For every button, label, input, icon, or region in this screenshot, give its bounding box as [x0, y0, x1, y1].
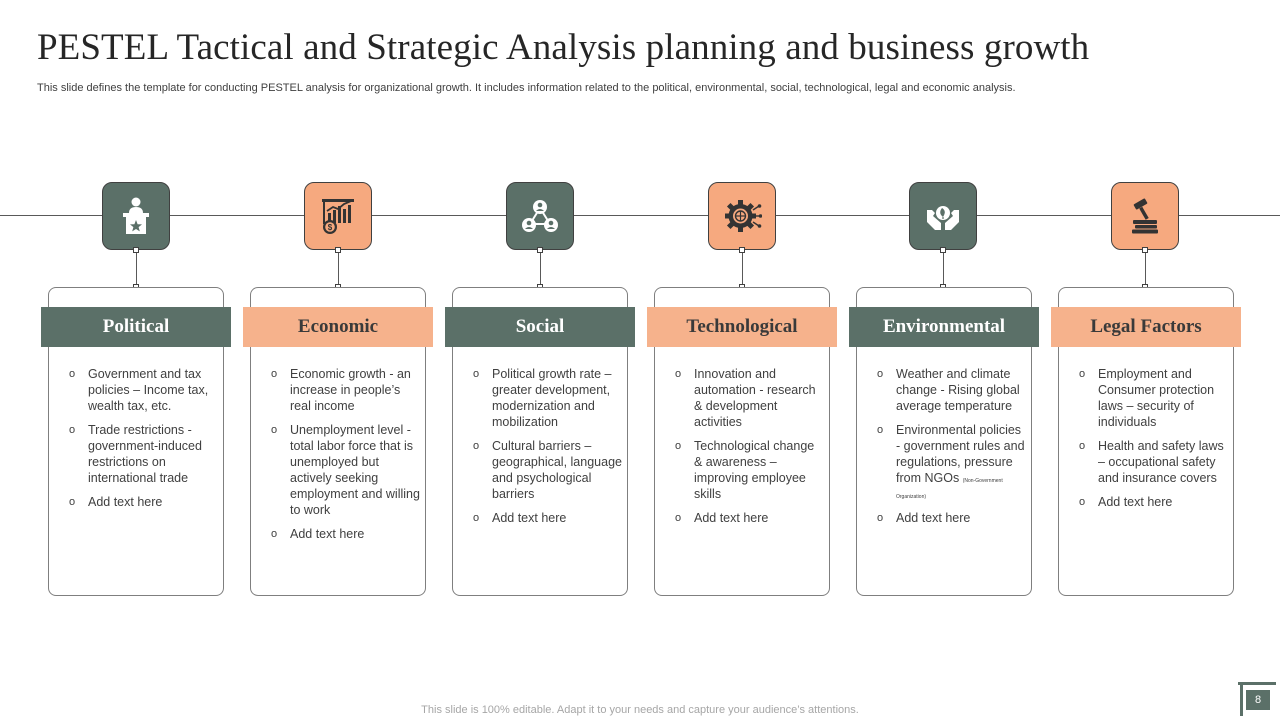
environmental-icon-box: [909, 182, 977, 250]
economic-bullet-list: [271, 366, 421, 550]
list-item: o Trade restrictions - government-induced restrictions on international trade: [69, 422, 219, 486]
growth-chart-dollar-icon: [318, 196, 358, 236]
bullet-text: Environmental policies - government rules and regulations, pressure from NGOs: [896, 423, 1025, 485]
podium-star-icon: [119, 196, 153, 236]
list-item: o Add text here: [69, 494, 219, 510]
hands-leaf-icon: [923, 196, 963, 236]
slide-title: PESTEL Tactical and Strategic Analysis planning and business growth: [37, 27, 1090, 68]
gear-globe-icon: [722, 196, 762, 236]
technological-bullet-list: [675, 366, 825, 534]
list-item: o Cultural barriers – geographical, language and psychological barriers: [473, 438, 623, 502]
gavel-books-icon: [1125, 196, 1165, 236]
legal-bullet-list: [1079, 366, 1229, 518]
legal-icon-box: [1111, 182, 1179, 250]
connector-dot: [335, 247, 341, 253]
political-bullet-list: [69, 366, 219, 518]
list-item: o Add text here: [1079, 494, 1229, 510]
legal-heading: Legal Factors: [1051, 307, 1241, 347]
economic-icon-box: [304, 182, 372, 250]
connector-dot: [1142, 247, 1148, 253]
social-icon-box: [506, 182, 574, 250]
list-item: o Add text here: [675, 510, 825, 526]
connector-dot: [940, 247, 946, 253]
connector-line: [338, 250, 339, 287]
list-item: o Economic growth - an increase in people’s real income: [271, 366, 421, 414]
environmental-heading: Environmental: [849, 307, 1039, 347]
connector-dot: [133, 247, 139, 253]
connector-line: [742, 250, 743, 287]
list-item: o Add text here: [877, 510, 1027, 526]
connector-dot: [739, 247, 745, 253]
list-item: o Innovation and automation - research & development activities: [675, 366, 825, 430]
social-bullet-list: [473, 366, 623, 534]
list-item: o Employment and Consumer protection laws – security of individuals: [1079, 366, 1229, 430]
timeline-line: [0, 215, 1280, 216]
social-heading: Social: [445, 307, 635, 347]
list-item: o Weather and climate change - Rising global average temperature: [877, 366, 1027, 414]
slide-subtitle: This slide defines the template for conducting PESTEL analysis for organizational growth. It includes information related to the political, environmental, social, technological, legal and economic analysis.: [37, 82, 1016, 94]
ngo-footnote: (Non-Government Organization): [896, 478, 1003, 500]
list-item: o Health and safety laws – occupational safety and insurance covers: [1079, 438, 1229, 486]
list-item: o Technological change & awareness – improving employee skills: [675, 438, 825, 502]
connector-dot: [537, 247, 543, 253]
environmental-bullet-list: [877, 366, 1027, 534]
connector-line: [943, 250, 944, 287]
slide-footer: This slide is 100% editable. Adapt it to your needs and capture your audience’s attentions.: [421, 704, 859, 716]
technological-heading: Technological: [647, 307, 837, 347]
page-number-frame: [1240, 682, 1243, 716]
list-item: [877, 422, 1027, 502]
svg-text:$: $: [327, 223, 333, 232]
page-number-frame: [1238, 682, 1276, 685]
economic-heading: Economic: [243, 307, 433, 347]
connector-line: [136, 250, 137, 287]
page-number: 8: [1246, 690, 1270, 710]
connector-line: [1145, 250, 1146, 287]
list-item: o Unemployment level - total labor force that is unemployed but actively seeking employment and willing to work: [271, 422, 421, 518]
list-item: o Government and tax policies – Income tax, wealth tax, etc.: [69, 366, 219, 414]
list-item: o Add text here: [473, 510, 623, 526]
connector-line: [540, 250, 541, 287]
list-item: o Political growth rate – greater development, modernization and mobilization: [473, 366, 623, 430]
technological-icon-box: [708, 182, 776, 250]
list-item: o Add text here: [271, 526, 421, 542]
political-icon-box: [102, 182, 170, 250]
political-heading: Political: [41, 307, 231, 347]
network-people-icon: [520, 196, 560, 236]
